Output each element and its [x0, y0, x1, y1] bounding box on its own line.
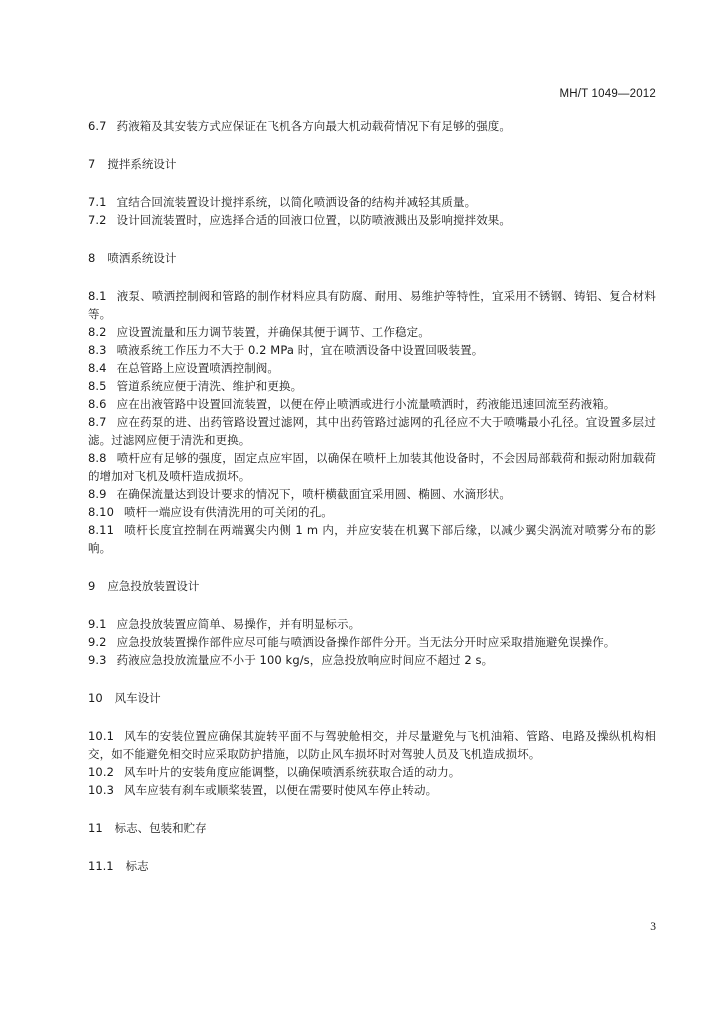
clause-7-1 — [88, 193, 656, 211]
clause-number: 8.3 — [88, 343, 107, 357]
clause-text: 应急投放装置操作部件应尽可能与喷洒设备操作部件分开。当无法分开时应采取措施避免误操作。 — [116, 635, 616, 649]
clause-text: 在总管路上应设置喷洒控制阀。 — [116, 361, 279, 375]
heading-text: 风车设计 — [114, 691, 161, 705]
clause-8-8 — [88, 449, 656, 485]
clause-6-7 — [88, 117, 656, 135]
clause-8-6 — [88, 395, 656, 413]
clause-number: 9.1 — [88, 617, 107, 631]
clause-9-3 — [88, 651, 656, 669]
standard-code: MH/T 1049—2012 — [559, 88, 656, 100]
clause-number: 6.7 — [88, 119, 107, 133]
clause-text: 喷液系统工作压力不大于 0.2 MPa 时，宜在喷洒设备中设置回吸装置。 — [116, 343, 484, 357]
heading-text: 标志、包装和贮存 — [114, 821, 207, 835]
clause-text: 喷杆一端应设有供清洗用的可关闭的孔。 — [124, 505, 333, 519]
clause-number: 7.1 — [88, 195, 107, 209]
clause-8-11 — [88, 521, 656, 557]
heading-number: 11 — [88, 821, 103, 835]
clause-text: 应设置流量和压力调节装置，并确保其便于调节、工作稳定。 — [116, 325, 430, 339]
heading-text: 应急投放装置设计 — [107, 579, 200, 593]
clause-text: 风车叶片的安装角度应能调整，以确保喷洒系统获取合适的动力。 — [124, 765, 461, 779]
clause-8-5 — [88, 377, 656, 395]
heading-number: 11.1 — [88, 859, 114, 873]
clause-text: 应急投放装置应简单、易操作，并有明显标示。 — [116, 617, 361, 631]
clause-8-9 — [88, 485, 656, 503]
clause-number: 7.2 — [88, 213, 107, 227]
clause-8-3 — [88, 341, 656, 359]
heading-number: 7 — [88, 157, 96, 171]
heading-7 — [88, 155, 656, 173]
clause-number: 8.6 — [88, 397, 107, 411]
clause-number: 8.1 — [88, 289, 107, 303]
clause-number: 8.8 — [88, 451, 107, 465]
heading-11-1 — [88, 857, 656, 875]
clause-9-2 — [88, 633, 656, 651]
heading-8 — [88, 249, 656, 267]
heading-number: 10 — [88, 691, 103, 705]
clause-text: 药液箱及其安装方式应保证在飞机各方向最大机动载荷情况下有足够的强度。 — [116, 119, 511, 133]
clause-number: 8.10 — [88, 505, 115, 519]
clause-number: 10.1 — [88, 729, 115, 743]
clause-text: 喷杆应有足够的强度，固定点应牢固，以确保在喷杆上加装其他设备时，不会因局部载荷和振动附加载荷的增加对飞机及喷杆造成损坏。 — [88, 451, 656, 483]
clause-9-1 — [88, 615, 656, 633]
clause-10-2 — [88, 763, 656, 781]
heading-text: 标志 — [125, 859, 149, 873]
clause-text: 应在出液管路中设置回流装置，以便在停止喷洒或进行小流量喷洒时，药液能迅速回流至药液箱。 — [116, 397, 616, 411]
clause-7-2 — [88, 211, 656, 229]
clause-number: 8.5 — [88, 379, 107, 393]
heading-11 — [88, 819, 656, 837]
clause-number: 8.9 — [88, 487, 107, 501]
clause-text: 喷杆长度宜控制在两端翼尖内侧 1 m 内，并应安装在机翼下部后缘，以减少翼尖涡流对喷雾分布的影响。 — [88, 523, 656, 555]
clause-text: 设计回流装置时，应选择合适的回液口位置，以防喷液溅出及影响搅拌效果。 — [116, 213, 511, 227]
clause-number: 8.11 — [88, 523, 115, 537]
clause-text: 应在药泵的进、出药管路设置过滤网，其中出药管路过滤网的孔径应不大于喷嘴最小孔径。宜设置多层过滤。过滤网应便于清洗和更换。 — [88, 415, 656, 447]
heading-number: 9 — [88, 579, 96, 593]
clause-8-2 — [88, 323, 656, 341]
clause-number: 10.3 — [88, 783, 115, 797]
clause-text: 管道系统应便于清洗、维护和更换。 — [116, 379, 303, 393]
document-body — [88, 117, 656, 875]
clause-number: 9.3 — [88, 653, 107, 667]
clause-number: 9.2 — [88, 635, 107, 649]
clause-text: 在确保流量达到设计要求的情况下，喷杆横截面宜采用圆、椭圆、水滴形状。 — [116, 487, 511, 501]
clause-number: 8.4 — [88, 361, 107, 375]
clause-number: 8.2 — [88, 325, 107, 339]
clause-8-10 — [88, 503, 656, 521]
clause-10-3 — [88, 781, 656, 799]
clause-text: 宜结合回流装置设计搅拌系统，以简化喷洒设备的结构并减轻其质量。 — [116, 195, 477, 209]
clause-text: 风车的安装位置应确保其旋转平面不与驾驶舱相交，并尽量避免与飞机油箱、管路、电路及操纵机构相交，如不能避免相交时应采取防护措施，以防止风车损坏时对驾驶人员及飞机造成损坏。 — [88, 729, 656, 761]
clause-text: 药液应急投放流量应不小于 100 kg/s，应急投放响应时间应不超过 2 s。 — [116, 653, 494, 667]
clause-10-1 — [88, 727, 656, 763]
clause-8-1 — [88, 287, 656, 323]
page-number: 3 — [650, 921, 656, 933]
heading-text: 搅拌系统设计 — [107, 157, 177, 171]
clause-number: 8.7 — [88, 415, 107, 429]
clause-8-7 — [88, 413, 656, 449]
clause-8-4 — [88, 359, 656, 377]
heading-number: 8 — [88, 251, 96, 265]
heading-text: 喷洒系统设计 — [107, 251, 177, 265]
heading-10 — [88, 689, 656, 707]
heading-9 — [88, 577, 656, 595]
clause-number: 10.2 — [88, 765, 115, 779]
clause-text: 风车应装有刹车或顺桨装置，以便在需要时使风车停止转动。 — [124, 783, 438, 797]
clause-text: 液泵、喷洒控制阀和管路的制作材料应具有防腐、耐用、易维护等特性，宜采用不锈钢、铸铝、复合材料等。 — [88, 289, 656, 321]
